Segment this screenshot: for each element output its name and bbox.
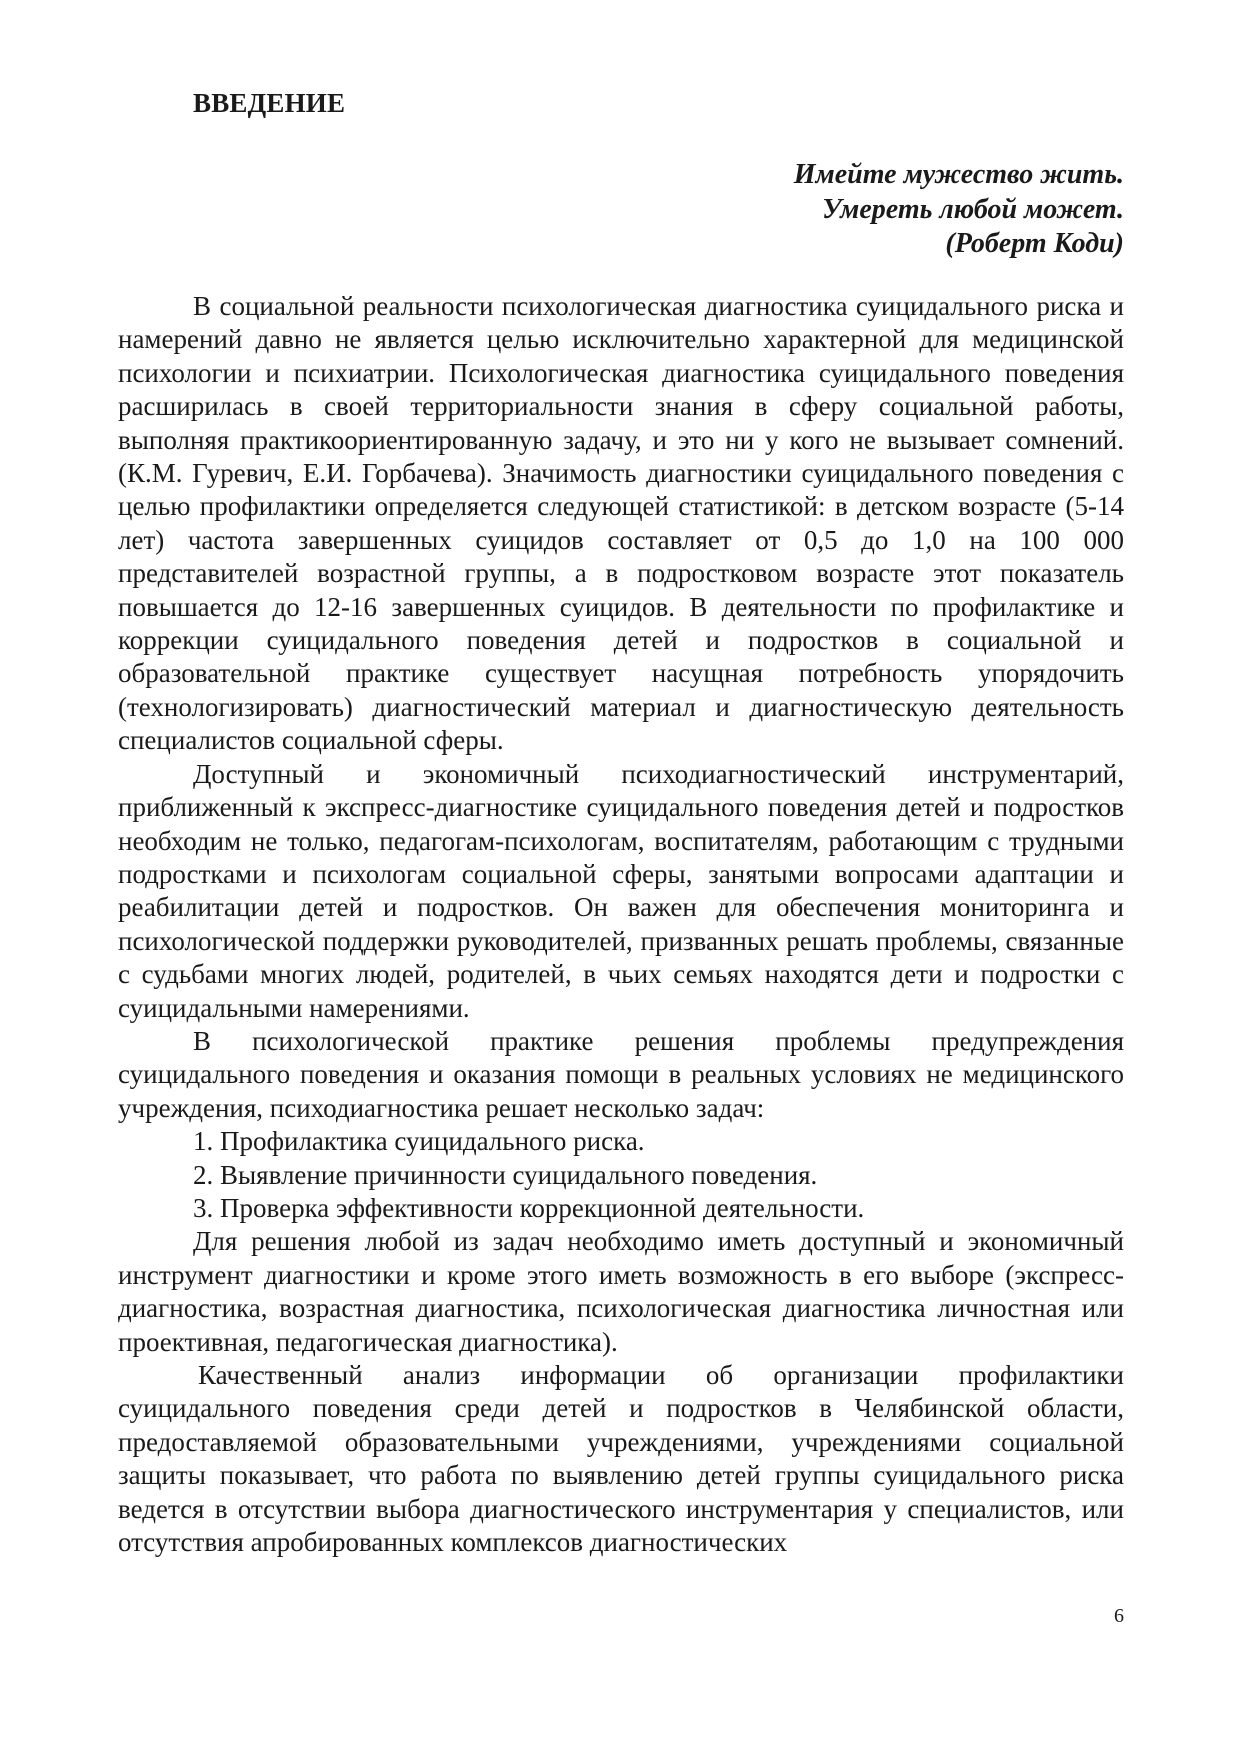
epigraph-author: (Роберт Коди) bbox=[945, 228, 1124, 259]
task-item-1: 1. Профилактика суицидального риска. bbox=[193, 1126, 645, 1157]
paragraph-1: В социальной реальности психологическая диагностика суицидального риска и намерений давно не является целью исключительно характерной для медицинской психологии и психиатрии. Психологическая диагностика суицидального поведения расширилась в своей территориальности знания в сферу социальной работы, выполняя практикоориентированную задачу, и это ни у кого не вызывает сомнений. (К.М. Гуревич, Е.И. Горбачева). Значимость диагностики суицидального поведения с целью профилактики определяется следующей статистикой: в детском возрасте (5-14 лет) частота завершенных суицидов составляет от 0,5 до 1,0 на 100 000 представителей возрастной группы, а в подростковом возрасте этот показатель повышается до 12-16 завершенных суицидов. В деятельности по профилактике и коррекции суицидального поведения детей и подростков в социальной и образовательной практике существует насущная потребность упорядочить (технологизировать) диагностический материал и диагностическую деятельность специалистов социальной сферы. bbox=[118, 291, 1124, 756]
epigraph-line-1: Имейте мужество жить. bbox=[793, 159, 1124, 190]
section-heading: ВВЕДЕНИЕ bbox=[193, 88, 346, 118]
body-text bbox=[118, 290, 1124, 1559]
paragraph-5: Качественный анализ информации об организации профилактики суицидального поведения среди детей и подростков в Челябинской области, предоставляемой образовательными учреждениями, учреждениями социальной защиты показывает, что работа по выявлению детей группы суицидального риска ведется в отсутствии выбора диагностического инструментария у специалистов, или отсутствия апробированных комплексов диагностических bbox=[118, 1360, 1124, 1558]
task-item-2: 2. Выявление причинности суицидального поведения. bbox=[193, 1159, 818, 1190]
epigraph bbox=[794, 158, 1124, 262]
paragraph-3: В психологической практике решения проблемы предупреждения суицидального поведения и оказания помощи в реальных условиях не медицинского учреждения, психодиагностика решает несколько задач: bbox=[118, 1025, 1124, 1123]
paragraph-4: Для решения любой из задач необходимо иметь доступный и экономичный инструмент диагностики и кроме этого иметь возможность в его выборе (экспресс-диагностика, возрастная диагностика, психологическая диагностика личностная или проективная, педагогическая диагностика). bbox=[118, 1226, 1124, 1357]
paragraph-2: Доступный и экономичный психодиагностический инструментарий, приближенный к экспресс-диагностике суицидального поведения детей и подростков необходим не только, педагогам-психологам, воспитателям, работающим с трудными подростками и психологам социальной сферы, занятыми вопросами адаптации и реабилитации детей и подростков. Он важен для обеспечения мониторинга и психологической поддержки руководителей, призванных решать проблемы, связанные с судьбами многих людей, родителей, в чьих семьях находятся дети и подростки с суицидальными намерениями. bbox=[118, 758, 1124, 1023]
task-item-3: 3. Проверка эффективности коррекционной деятельности. bbox=[193, 1192, 865, 1223]
epigraph-line-2: Умереть любой может. bbox=[822, 193, 1124, 225]
page-number: 6 bbox=[1114, 1605, 1124, 1627]
